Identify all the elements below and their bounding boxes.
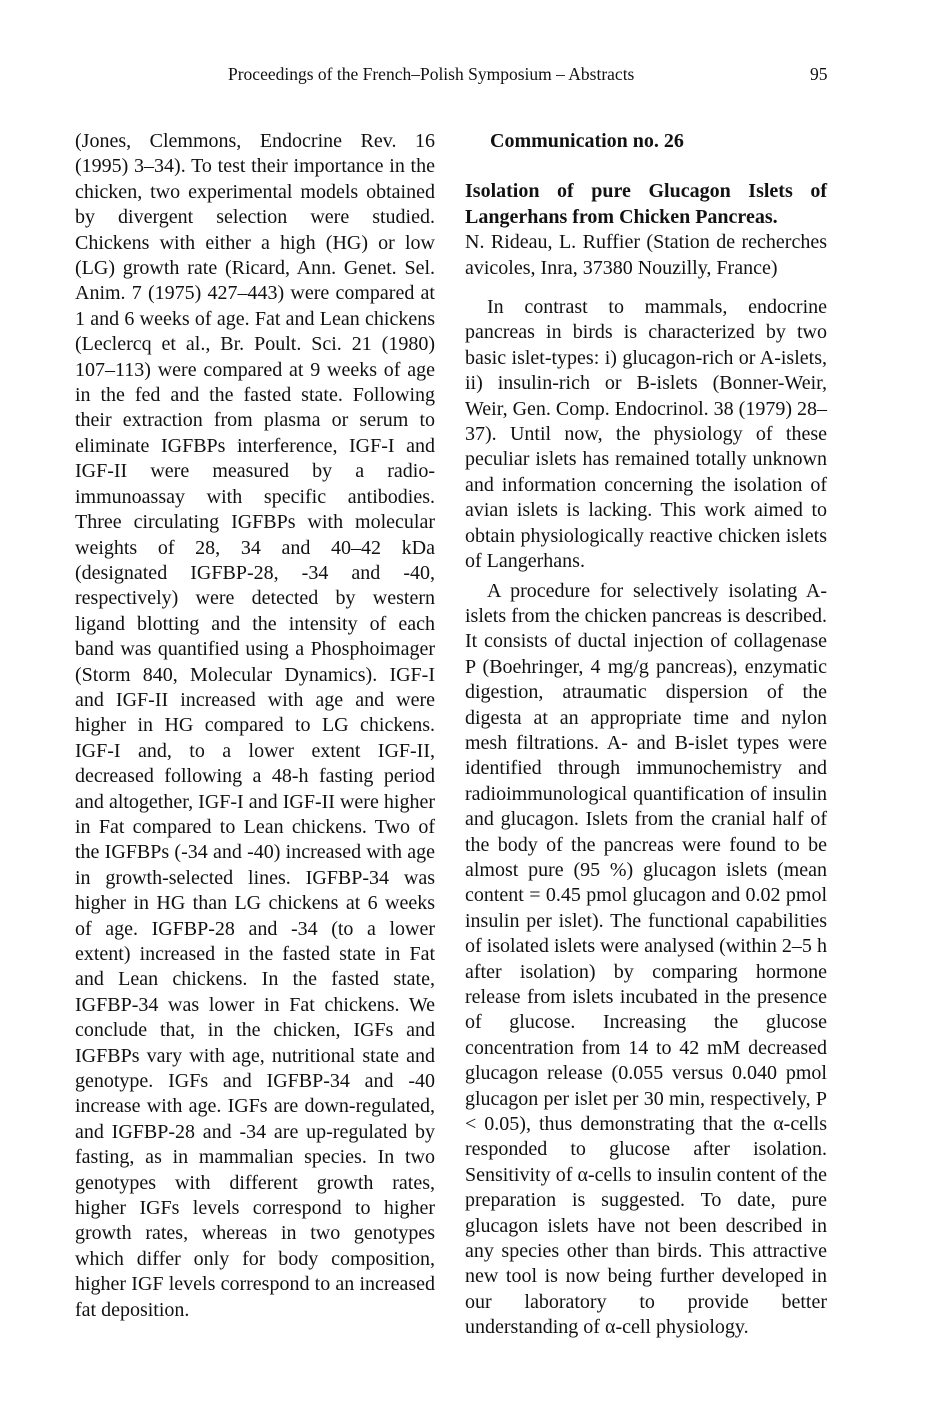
abstract-title: Isolation of pure Glucagon Islets of Langerhans from Chicken Pancreas.	[465, 180, 827, 228]
abstract-authors: N. Rideau, L. Ruffier (Station de recherches avicoles, Inra, 37380 Nouzilly, France)	[465, 231, 827, 279]
right-column	[465, 129, 827, 1341]
left-column	[75, 129, 435, 1323]
communication-heading: Communication no. 26	[490, 130, 684, 152]
running-head: Proceedings of the French–Polish Symposium – Abstracts	[228, 64, 635, 84]
abstract-continuation: (Jones, Clemmons, Endocrine Rev. 16 (1995) 3–34). To test their importance in the chicken, two experimental models obtained by divergent selection were studied. Chickens with either a high (HG) or low (LG) growth rate (Ricard, Ann. Genet. Sel. Anim. 7 (1975) 427–443) were compared at 1 and 6 weeks of age. Fat and Lean chickens (Leclercq et al., Br. Poult. Sci. 21 (1980) 107–113) were compared at 9 weeks of age in the fed and the fasted state. Following their extraction from plasma or serum to eliminate IGFBPs interference, IGF-I and IGF-II were measured by a radio-immunoassay with specific antibodies. Three circulating IGFBPs with molecular weights of 28, 34 and 40–42 kDa (designated IGFBP-28, -34 and -40, respectively) were detected by western ligand blotting and the intensity of each band was quantified using a Phosphoimager (Storm 840, Molecular Dynamics). IGF-I and IGF-II increased with age and were higher in HG compared to LG chickens. IGF-I and, to a lower extent IGF-II, decreased following a 48-h fasting period and altogether, IGF-I and IGF-II were higher in Fat compared to Lean chickens. Two of the IGFBPs (-34 and -40) increased with age in growth-selected lines. IGFBP-34 was higher in HG than LG chickens at 6 weeks of age. IGFBP-28 and -34 (to a lower extent) increased in the fasted state in Fat and Lean chickens. In the fasted state, IGFBP-34 was lower in Fat chickens. We conclude that, in the chicken, IGFs and IGFBPs vary with age, nutritional state and genotype. IGFs and IGFBP-34 and -40 increase with age. IGFs are down-regulated, and IGFBP-28 and -34 are up-regulated by fasting, as in mammalian species. In two genotypes with different growth rates, higher IGFs levels correspond to higher growth rates, whereas in two genotypes which differ only for body composition, higher IGF levels correspond to an increased fat deposition.	[75, 130, 435, 1321]
abstract-paragraph-1: In contrast to mammals, endocrine pancreas in birds is characterized by two basic islet-types: i) glucagon-rich or A-islets, ii) insulin-rich or B-islets (Bonner-Weir, Weir, Gen. Comp. Endocrinol. 38 (1979) 28–37). Until now, the physiology of these peculiar islets has remained totally unknown and information concerning the isolation of avian islets is lacking. This work aimed to obtain physiologically reactive chicken islets of Langerhans.	[465, 296, 827, 573]
abstract-paragraph-2: A procedure for selectively isolating A-islets from the chicken pancreas is described. It consists of ductal injection of collagenase P (Boehringer, 4 mg/g pancreas), enzymatic digestion, atraumatic dispersion of the digesta at an appropriate time and nylon mesh filtrations. A- and B-islet types were identified through immunochemistry and radioimmunological quantification of insulin and glucagon. Islets from the cranial half of the body of the pancreas were found to be almost pure (95 %) glucagon islets (mean content = 0.45 pmol glucagon and 0.02 pmol insulin per islet). The functional capabilities of isolated islets were analysed (within 2–5 h after isolation) by comparing hormone release from islets incubated in the presence of glucose. Increasing the glucose concentration from 14 to 42 mM decreased glucagon release (0.055 versus 0.040 pmol glucagon per islet per 30 min, respectively, P < 0.05), thus demonstrating that the α-cells responded to glucose after isolation. Sensitivity of α-cells to insulin content of the preparation is suggested. To date, pure glucagon islets have not been described in any species other than birds. This attractive new tool is now being further developed in our laboratory to provide better understanding of α-cell physiology.	[465, 579, 827, 1339]
page-number: 95	[810, 64, 828, 84]
